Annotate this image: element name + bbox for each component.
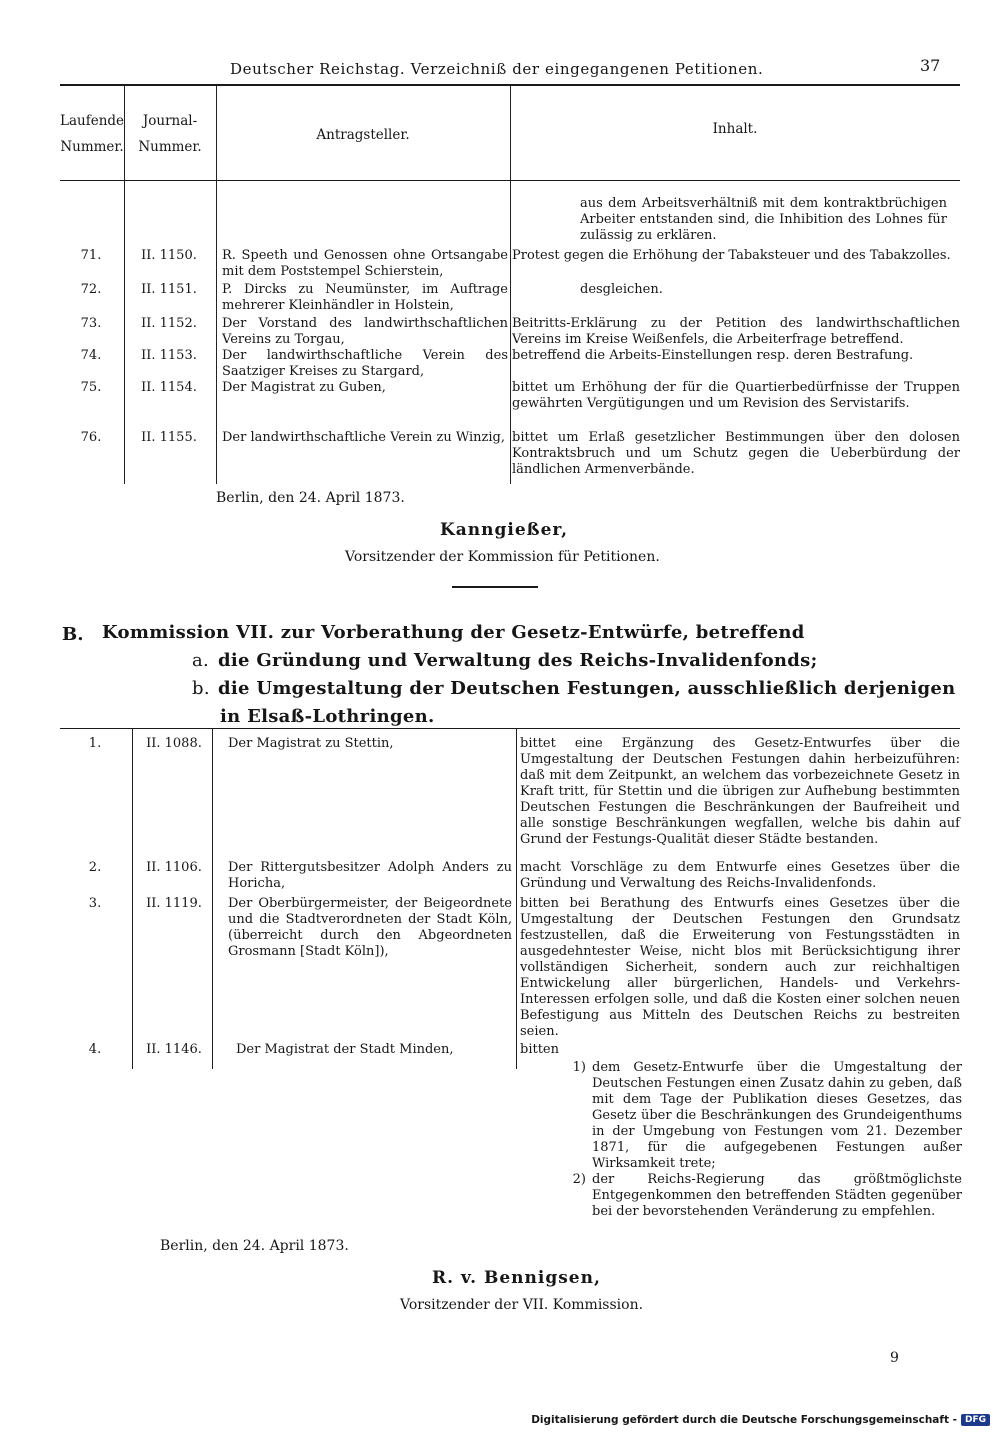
col-divider bbox=[510, 86, 511, 484]
dfg-logo-icon: DFG bbox=[961, 1414, 990, 1426]
item-number: 2) bbox=[572, 1172, 586, 1187]
footer-text: Digitalisierung gefördert durch die Deutsche Forschungsgemeinschaft - bbox=[531, 1414, 957, 1426]
content: bittet eine Ergänzung des Gesetz-Entwurfes über die Umgestaltung der Deutschen Festungen dahin herbeizuführen: daß mit dem Zeitpunkt, an welchem das vorbezeichnete Gesetz in Kraft tritt, für Stettin und die übrigen zur Aufhebung bestimmten Deutschen Festungen die Beschränkungen der Baufreiheit und alle sonstige Beschränkungen wegfallen, welche bis dahin auf Grund der Festungs-Qualität dieser Städte bestanden. bbox=[520, 736, 960, 847]
journal-number: II. 1088. bbox=[146, 736, 202, 751]
section-letter: B. bbox=[62, 624, 84, 645]
row-number: 73. bbox=[80, 316, 102, 331]
applicant: Der Oberbürgermeister, der Beigeordnete und die Stadtverordneten der Stadt Köln, (überreicht durch den Abgeordneten Grosmann [Stadt Köln]), bbox=[228, 896, 512, 959]
col-divider bbox=[516, 729, 517, 1069]
content: bitten bei Berathung des Entwurfs eines Gesetzes über die Umgestaltung der Deutschen Festungen den Grundsatz festzustellen, daß die Erweiterung von Festungsstädten in ausgedehntester Weise, nicht blos mit Berücksichtigung ihrer vollständigen Sicherheit, sondern auch zur reichhaltigen Entwickelung aller bürgerlichen, Handels- und Verkehrs-Interessen erfolgen solle, und daß die Kosten einer solchen neuen Befestigung aus Mitteln des Deutschen Reichs zu bestreiten seien. bbox=[520, 896, 960, 1039]
applicant: Der Rittergutsbesitzer Adolph Anders zu Horicha, bbox=[228, 860, 512, 891]
signoff-place-date: Berlin, den 24. April 1873. bbox=[160, 1238, 349, 1254]
journal-number: II. 1153. bbox=[141, 348, 197, 363]
item-text: dem Gesetz-Entwurfe über die Umgestaltung der Deutschen Festungen einen Zusatz dahin zu geben, daß mit dem Tage der Publikation dieses Gesetzes, das Gesetz über die Beschränkungen des Grundeigenthums in der Umgebung von Festungen vom 21. Dezember 1871, für die aufgegebenen Festungen außer Wirksamkeit trete; bbox=[592, 1060, 962, 1171]
journal-number: II. 1119. bbox=[146, 896, 202, 911]
section-sub-b-letter: b. bbox=[192, 678, 210, 699]
enumerated-item bbox=[562, 1172, 962, 1222]
column-header-number bbox=[60, 108, 124, 160]
column-header-applicant: Antragsteller. bbox=[316, 127, 410, 143]
header-number-line1: Laufende bbox=[60, 113, 125, 129]
applicant: P. Dircks zu Neumünster, im Auftrage mehrerer Kleinhändler in Holstein, bbox=[222, 282, 508, 313]
row-number: 74. bbox=[80, 348, 102, 363]
journal-number: II. 1106. bbox=[146, 860, 202, 875]
header-number-line2: Nummer. bbox=[60, 139, 124, 155]
row-number: 71. bbox=[80, 248, 102, 263]
digitization-footer bbox=[531, 1414, 990, 1426]
signature-role: Vorsitzender der VII. Kommission. bbox=[400, 1297, 644, 1313]
content: bitten bbox=[520, 1042, 559, 1057]
sheet-number: 9 bbox=[890, 1350, 899, 1366]
content: macht Vorschläge zu dem Entwurfe eines Gesetzes über die Gründung und Verwaltung des Reichs-Invalidenfonds. bbox=[520, 860, 960, 891]
col-divider bbox=[132, 729, 133, 1069]
applicant: Der Magistrat zu Stettin, bbox=[228, 736, 394, 751]
row-number: 1. bbox=[88, 736, 102, 751]
row-number: 76. bbox=[80, 430, 102, 445]
header-journal-line1: Journal- bbox=[142, 113, 198, 129]
enumerated-item bbox=[562, 1060, 962, 1171]
row-number: 72. bbox=[80, 282, 102, 297]
item-text: der Reichs-Regierung das größtmöglichste Entgegenkommen den betreffenden Städten gegenüber bei der bevorstehenden Veränderung zu empfehlen. bbox=[592, 1172, 962, 1219]
running-header: Deutscher Reichstag. Verzeichniß der eingegangenen Petitionen. bbox=[230, 60, 764, 78]
row-number: 3. bbox=[88, 896, 102, 911]
content: betreffend die Arbeits-Einstellungen resp. deren Bestrafung. bbox=[512, 348, 914, 363]
carry-over-text: aus dem Arbeitsverhältniß mit dem kontraktbrüchigen Arbeiter entstanden sind, die Inhibition des Lohnes für zulässig zu erklären. bbox=[580, 196, 947, 243]
column-header-content: Inhalt. bbox=[712, 121, 758, 137]
header-bottom-rule bbox=[60, 180, 960, 181]
row-number: 4. bbox=[88, 1042, 102, 1057]
journal-number: II. 1146. bbox=[146, 1042, 202, 1057]
journal-number: II. 1151. bbox=[141, 282, 197, 297]
section-sub-a-letter: a. bbox=[192, 650, 210, 671]
content: Beitritts-Erklärung zu der Petition des landwirthschaftlichen Vereins im Kreise Weißenfels, die Arbeiterfrage betreffend. bbox=[512, 316, 960, 347]
applicant: R. Speeth und Genossen ohne Ortsangabe mit dem Poststempel Schierstein, bbox=[222, 248, 508, 279]
row-number: 2. bbox=[88, 860, 102, 875]
section-divider bbox=[452, 586, 538, 588]
section-title: Kommission VII. zur Vorberathung der Gesetz-Entwürfe, betreffend bbox=[102, 622, 805, 643]
applicant: Der Magistrat der Stadt Minden, bbox=[236, 1042, 454, 1057]
journal-number: II. 1154. bbox=[141, 380, 197, 395]
journal-number: II. 1152. bbox=[141, 316, 197, 331]
journal-number: II. 1150. bbox=[141, 248, 197, 263]
content: bittet um Erhöhung der für die Quartierbedürfnisse der Truppen gewährten Vergütigungen und um Revision des Servistarifs. bbox=[512, 380, 960, 411]
signature-name: R. v. Bennigsen, bbox=[432, 1268, 601, 1288]
applicant: Der landwirthschaftliche Verein zu Winzig, bbox=[222, 430, 506, 445]
signature-role: Vorsitzender der Kommission für Petitionen. bbox=[345, 549, 660, 565]
section-sub-a: die Gründung und Verwaltung des Reichs-Invalidenfonds; bbox=[218, 650, 818, 671]
content: bittet um Erlaß gesetzlicher Bestimmungen über den dolosen Kontraktsbruch und um Schutz gegen die Ueberbürdung der ländlichen Armenverbände. bbox=[512, 430, 960, 477]
col-divider bbox=[212, 729, 213, 1069]
content: Protest gegen die Erhöhung der Tabaksteuer und des Tabakzolles. bbox=[512, 248, 951, 263]
column-header-journal bbox=[124, 108, 216, 160]
journal-number: II. 1155. bbox=[141, 430, 197, 445]
applicant: Der Magistrat zu Guben, bbox=[222, 380, 386, 395]
section-sub-b: die Umgestaltung der Deutschen Festungen, ausschließlich derjenigen bbox=[218, 678, 956, 699]
content: desgleichen. bbox=[580, 282, 663, 297]
applicant: Der Vorstand des landwirthschaftlichen Vereins zu Torgau, bbox=[222, 316, 508, 347]
signature-name: Kanngießer, bbox=[440, 520, 569, 540]
row-number: 75. bbox=[80, 380, 102, 395]
signoff-place-date: Berlin, den 24. April 1873. bbox=[216, 490, 405, 506]
applicant: Der landwirthschaftliche Verein des Saatziger Kreises zu Stargard, bbox=[222, 348, 508, 379]
page-number: 37 bbox=[920, 56, 941, 75]
item-number: 1) bbox=[572, 1060, 586, 1075]
header-journal-line2: Nummer. bbox=[138, 139, 202, 155]
section-sub-b-cont: in Elsaß-Lothringen. bbox=[220, 706, 435, 727]
